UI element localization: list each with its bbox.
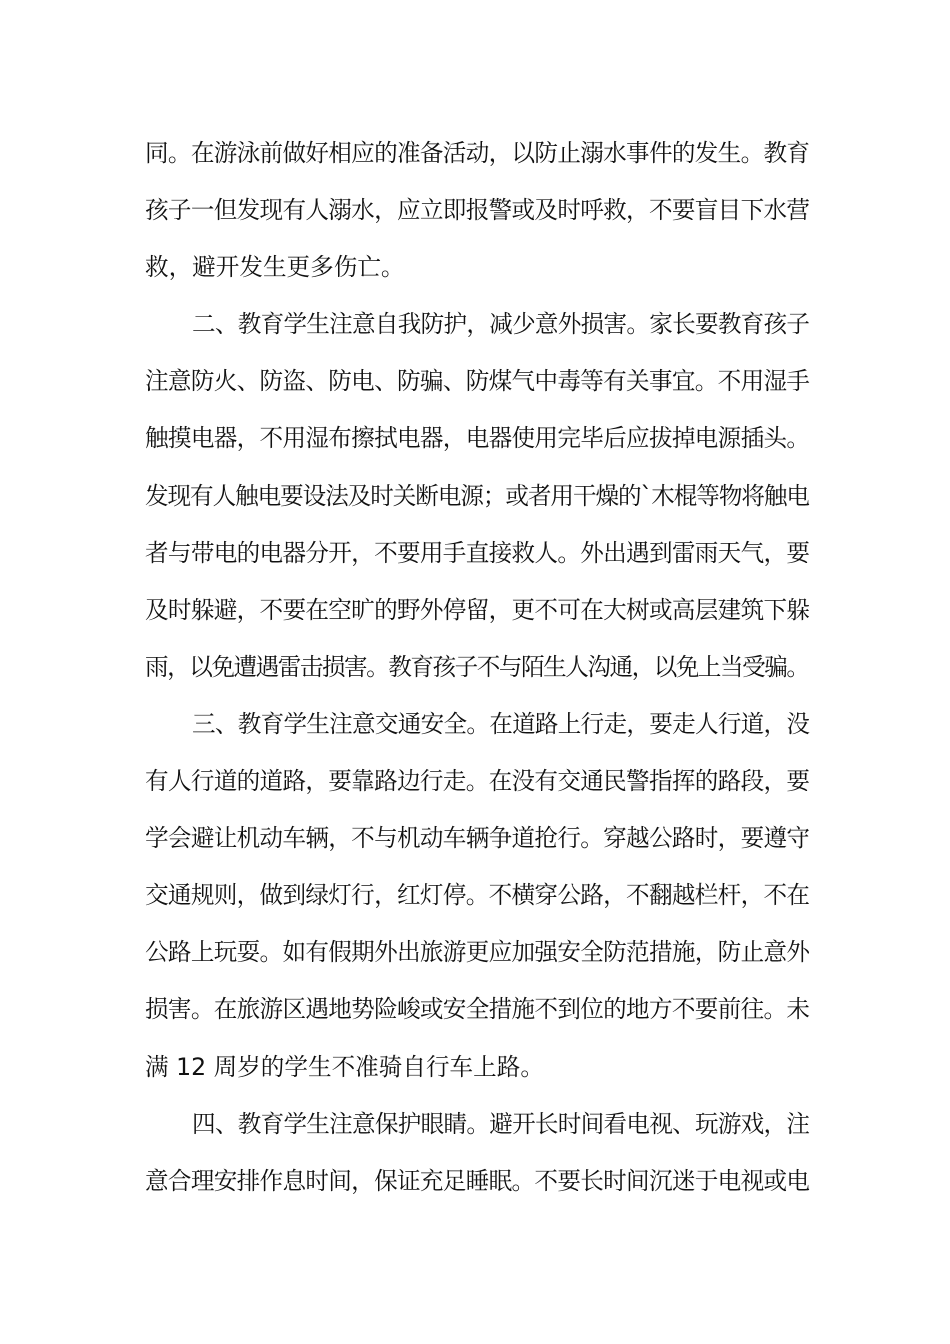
text-line: [145, 1104, 810, 1161]
line-text: 及时躲避，不要在空旷的野外停留，更不可在大树或高层建筑下躲: [145, 595, 810, 624]
text-line: [145, 761, 810, 818]
paragraph: [145, 133, 810, 304]
line-text: 注意防火、防盗、防电、防骗、防煤气中毒等有关事宜。不用湿手: [145, 367, 810, 396]
text-line: [145, 704, 810, 761]
paragraph: [145, 1104, 810, 1218]
line-text: 学会避让机动车辆，不与机动车辆争道抢行。穿越公路时，要遵守: [145, 824, 810, 853]
text-line: [145, 533, 810, 590]
line-text: 救，避开发生更多伤亡。: [145, 253, 405, 282]
text-line: [145, 133, 810, 190]
line-text: 四、教育学生注意保护眼睛。避开长时间看电视、玩游戏，注: [192, 1109, 810, 1138]
text-line: [145, 361, 810, 418]
text-line: [145, 304, 810, 361]
text-line: [145, 590, 810, 647]
line-text: 触摸电器，不用湿布擦拭电器，电器使用完毕后应拔掉电源插头。: [145, 424, 810, 453]
line-text: 交通规则，做到绿灯行，红灯停。不横穿公路，不翻越栏杆，不在: [145, 881, 810, 910]
text-line: [145, 932, 810, 989]
text-line: [145, 875, 810, 932]
line-text: 意合理安排作息时间，保证充足睡眠。不要长时间沉迷于电视或电: [145, 1166, 810, 1195]
line-text: 发现有人触电要设法及时关断电源；或者用干燥的`木棍等物将触电: [145, 481, 809, 510]
line-text: 满 12 周岁的学生不准骑自行车上路。: [145, 1052, 544, 1081]
line-text: 同。在游泳前做好相应的准备活动，以防止溺水事件的发生。教育: [145, 139, 810, 167]
line-text: 损害。在旅游区遇地势险峻或安全措施不到位的地方不要前往。未: [145, 995, 810, 1024]
paragraph: [145, 704, 810, 1104]
text-line: [145, 647, 810, 704]
text-line: [145, 247, 810, 304]
line-text: 二、教育学生注意自我防护，减少意外损害。家长要教育孩子: [192, 310, 810, 339]
text-line: [145, 989, 810, 1046]
document-body: [145, 133, 810, 1218]
line-text: 者与带电的电器分开，不要用手直接救人。外出遇到雷雨天气，要: [145, 538, 810, 567]
text-line: [145, 1047, 810, 1104]
line-text: 三、教育学生注意交通安全。在道路上行走，要走人行道，没: [192, 709, 810, 738]
text-line: [145, 476, 810, 533]
text-line: [145, 418, 810, 475]
line-text: 有人行道的道路，要靠路边行走。在没有交通民警指挥的路段，要: [145, 767, 810, 796]
line-text: 孩子一但发现有人溺水，应立即报警或及时呼救，不要盲目下水营: [145, 196, 810, 225]
text-line: [145, 818, 810, 875]
line-text: 雨，以免遭遇雷击损害。教育孩子不与陌生人沟通，以免上当受骗。: [145, 652, 809, 681]
text-line: [145, 190, 810, 247]
line-text: 公路上玩耍。如有假期外出旅游更应加强安全防范措施，防止意外: [145, 938, 810, 967]
paragraph: [145, 304, 810, 704]
text-line: [145, 1161, 810, 1218]
